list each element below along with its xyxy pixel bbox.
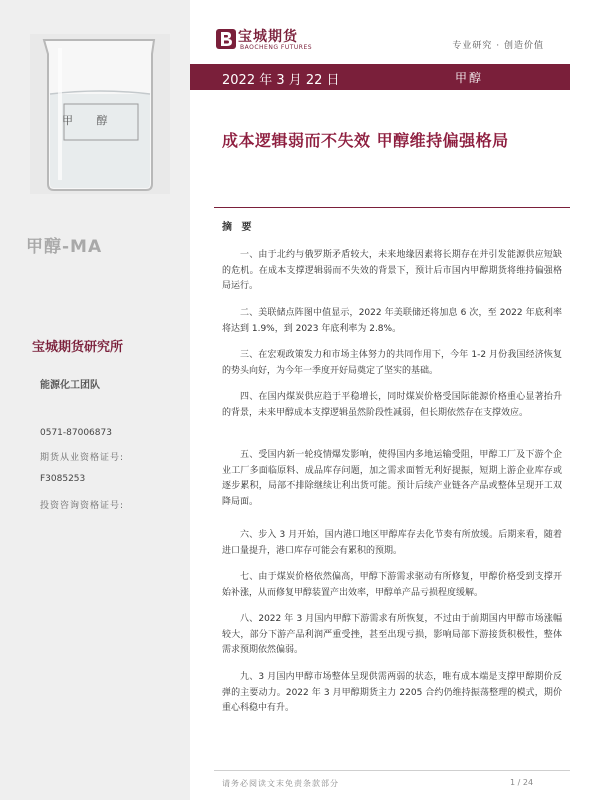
abstract-paragraph: 三、在宏观政策发力和市场主体努力的共同作用下，今年 1-2 月份我国经济恢复的势头向好，为今年一季度开好局奠定了坚实的基础。 [222,350,562,376]
abstract-paragraph: 八、2022 年 3 月国内甲醇下游需求有所恢复，不过由于前期国内甲醇市场涨幅较大，部分下游产品利润严重受挫，甚至出现亏损，影响局部下游接货积极性，整体需求预期依然偏弱。 [222,614,562,655]
page-number: 1 / 24 [510,778,534,787]
divider [214,207,570,208]
team-name: 能源化工团队 [40,380,100,391]
license-label: 期货从业资格证号: [40,453,125,463]
logo-subtext: BAOCHENG FUTURES [240,44,313,51]
slogan: 专业研究 · 创造价值 [452,41,544,51]
abstract-paragraph: 六、步入 3 月开始，国内港口地区甲醇库存去化节奏有所放缓。后期来看，随着进口量提升，港口库存可能会有累积的预期。 [222,530,562,556]
license-number: F3085253 [40,474,86,484]
abstract-heading: 摘 要 [222,222,255,233]
product-code: 甲醇-MA [26,237,103,257]
advisory-label: 投资咨询资格证号: [40,501,125,511]
abstract-paragraph: 五、受国内新一轮疫情爆发影响，使得国内多地运输受阻，甲醇工厂及下游个企业工厂多面临原料、成品库存问题，加之需求面暂无利好提振，短期上游企业库存或逐步累积，局部不排除继续让利出货可能。预计后续产业链各产品或整体呈现开工双降局面。 [222,450,562,507]
abstract-paragraph: 七、由于煤炭价格依然偏高，甲醇下游需求驱动有所修复，甲醇价格受到支撑开始补涨，从而修复甲醇装置产出效率，甲醇单产品亏损程度缓解。 [222,572,562,598]
abstract-paragraph: 二、美联储点阵图中值显示，2022 年美联储还将加息 6 次，至 2022 年底利率将达到 1.9%，到 2023 年底利率为 2.8%。 [222,308,562,334]
abstract-paragraph: 九、3 月国内甲醇市场整体呈现供需两弱的状态，唯有成本端是支撑甲醇期价反弹的主要动力。2022 年 3 月甲醇期货主力 2205 合约仍维持振荡整理的模式，期价重心科稳中有升。 [222,672,562,713]
logo-text: 宝城期货 [238,29,298,45]
abstract-paragraph: 一、由于北约与俄罗斯矛盾较大，未来地缘因素将长期存在并引发能源供应短缺的危机。在成本支撑逻辑弱而不失效的背景下，预计后市国内甲醇期货将维持偏强格局运行。 [222,250,562,291]
report-date: 2022 年 3 月 22 日 [222,73,340,88]
beaker-label: 甲 醇 [62,114,118,127]
report-topic: 甲醇 [455,71,484,85]
abstract-paragraph: 四、在国内煤炭供应趋于平稳增长，同时煤炭价格受国际能源价格重心显著抬升的背景，未来甲醇成本支撑逻辑虽然阶段性减弱，但长期依然存在支撑效应。 [222,392,562,418]
sidebar [0,0,190,800]
footer-divider [214,770,570,771]
disclaimer-note: 请务必阅读文末免责条款部分 [222,779,339,788]
contact-phone: 0571-87006873 [40,428,112,438]
logo-icon [215,28,237,50]
institute-name: 宝城期货研究所 [32,340,124,355]
page-title: 成本逻辑弱而不失效 甲醇维持偏强格局 [222,131,509,150]
